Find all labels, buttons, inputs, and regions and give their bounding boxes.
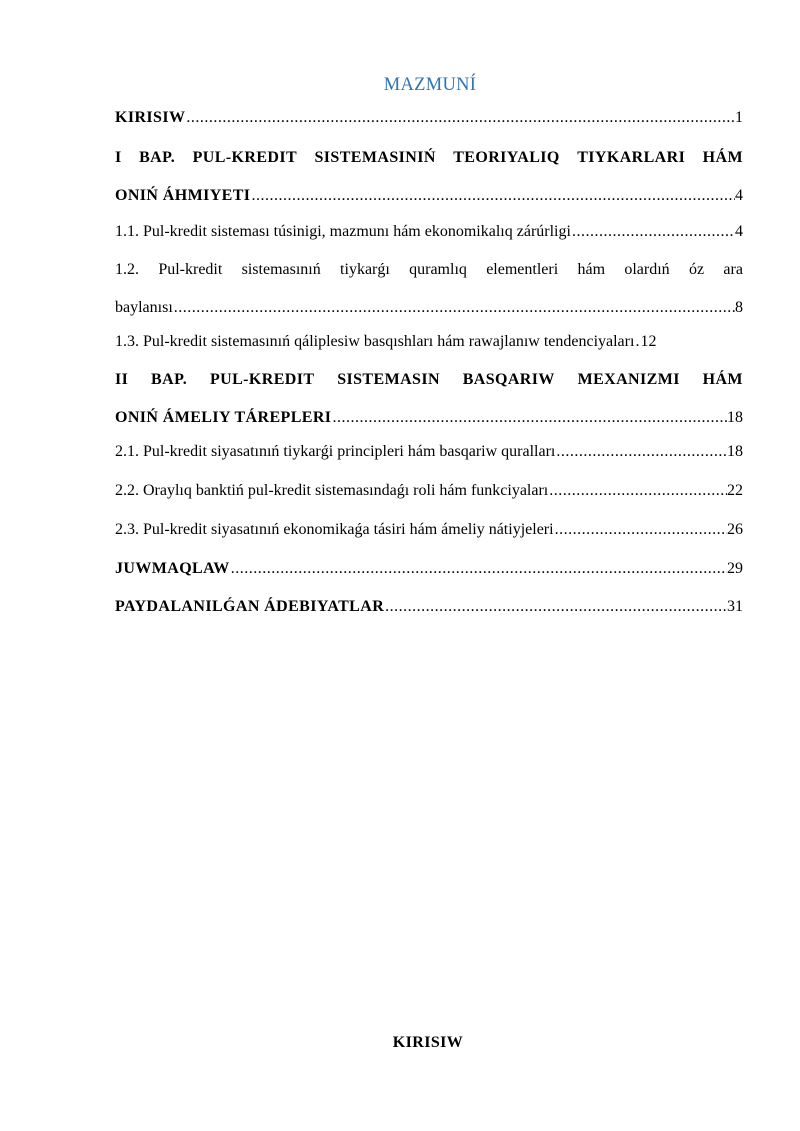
word: SISTEMASIN <box>337 371 440 388</box>
dot-leader <box>548 481 727 501</box>
toc-entry-label: 1.1. Pul-kredit sisteması túsinigi, mazmunı hám ekonomikalıq zárúrligi <box>115 223 571 240</box>
word: elementleri <box>486 261 559 278</box>
toc-entry-intro[interactable] <box>115 108 743 128</box>
toc-entry-2-2[interactable] <box>115 481 743 501</box>
toc-entry-label: PAYDALANILǴAN ÁDEBIYATLAR <box>115 598 385 615</box>
toc-page-number: 18 <box>727 443 743 460</box>
toc-entry-1-3[interactable] <box>115 332 755 352</box>
word: II <box>115 371 129 388</box>
toc-entry-label: 2.3. Pul-kredit siyasatınıń ekonomikaǵa tásiri hám ámeliy nátiyjeleri <box>115 521 554 538</box>
dot-leader <box>555 442 727 462</box>
toc-entry-label: 2.2. Oraylıq banktiń pul-kredit sistemasındaǵı roli hám funkciyaları <box>115 482 549 499</box>
word: SISTEMASINIŃ <box>314 149 436 166</box>
toc-page-number: 29 <box>727 560 743 577</box>
dot-leader <box>173 298 735 318</box>
toc-entry-label-line2: baylanısı <box>115 299 173 316</box>
word: óz <box>688 261 705 278</box>
toc-page-number: 4 <box>735 223 743 240</box>
toc-entry-label-line2: ONIŃ ÁHMIYETI <box>115 187 251 204</box>
toc-entry-label-line1 <box>115 260 743 280</box>
toc-entry-conclusion[interactable] <box>115 559 743 579</box>
word: BASQARIW <box>462 371 555 388</box>
toc-entry-1-2[interactable] <box>115 260 743 318</box>
toc-entry-chapter-1[interactable] <box>115 148 743 206</box>
toc-entry-label-line1 <box>115 148 743 168</box>
dot-leader <box>185 108 735 128</box>
toc-page-number: 8 <box>735 299 743 316</box>
word: Pul-kredit <box>158 261 223 278</box>
word: tiykarǵı <box>340 261 390 278</box>
toc-entry-label: JUWMAQLAW <box>115 560 230 577</box>
word: TEORIYALIQ <box>453 149 560 166</box>
toc-entry-label-line2: ONIŃ ÁMELIY TÁREPLERI <box>115 409 332 426</box>
word: BAP. <box>139 149 176 166</box>
word: 1.2. <box>115 261 139 278</box>
toc-title: MAZMUNÍ <box>383 75 477 95</box>
toc-page-number: 1 <box>735 109 743 126</box>
toc-entry-1-1[interactable] <box>115 222 743 242</box>
toc-page-number: 22 <box>727 482 743 499</box>
dot-leader <box>554 520 727 540</box>
word: HÁM <box>702 371 743 388</box>
word: HÁM <box>702 149 743 166</box>
toc-entry-chapter-2[interactable] <box>115 370 743 428</box>
toc-entry-label: KIRISIW <box>115 109 186 126</box>
word: olardıń <box>624 261 670 278</box>
toc-page-number: 12 <box>640 333 657 350</box>
toc-entry-references[interactable] <box>115 597 743 617</box>
word: TIYKARLARI <box>577 149 686 166</box>
toc-page-number: 31 <box>727 598 743 615</box>
toc-entry-2-1[interactable] <box>115 442 743 462</box>
toc-page-number: 4 <box>735 187 743 204</box>
next-section-heading: KIRISIW <box>392 1034 464 1051</box>
dot-leader <box>331 408 727 428</box>
dot-leader <box>384 597 727 617</box>
toc-entry-label-line1 <box>115 370 743 390</box>
word: PUL-KREDIT <box>209 371 315 388</box>
word: MEXANIZMI <box>577 371 680 388</box>
dot-leader <box>250 186 735 206</box>
toc-entry-label: 2.1. Pul-kredit siyasatınıń tiykarǵi principleri hám basqariw quralları <box>115 443 556 460</box>
dot-leader <box>571 222 735 242</box>
toc-page-number: 18 <box>727 409 743 426</box>
word: hám <box>577 261 606 278</box>
word: ara <box>723 261 743 278</box>
word: I <box>115 149 122 166</box>
word: PUL-KREDIT <box>192 149 298 166</box>
toc-entry-label: 1.3. Pul-kredit sistemasınıń qáliplesiw basqıshları hám rawajlanıw tendenciyaları <box>115 333 635 350</box>
toc-page-number: 26 <box>727 521 743 538</box>
word: sistemasınıń <box>241 261 321 278</box>
dot-leader <box>230 559 727 579</box>
word: BAP. <box>151 371 188 388</box>
toc-entry-2-3[interactable] <box>115 520 743 540</box>
word: quramlıq <box>409 261 467 278</box>
